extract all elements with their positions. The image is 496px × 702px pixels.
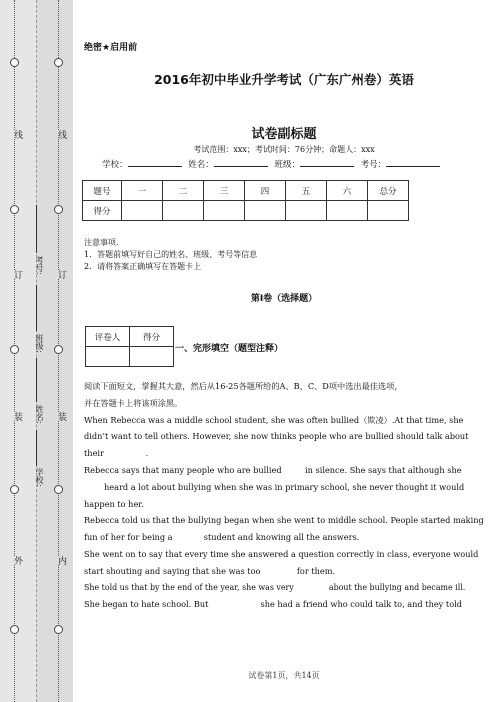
binding-hole-icon [10,345,19,354]
margin-label-line: 线 [52,130,66,139]
page-footer: 试卷第1页，共14页 [248,671,320,680]
grader-header-row [86,327,174,347]
passage-instruction: 阅读下面短文，掌握其大意，然后从16-25各题所给的A、B、C、D项中选出最佳选项， [84,381,403,391]
passage-line: She went on to say that every time she answered a question correctly in class, everyone would [84,548,479,559]
cloze-passage [84,378,489,613]
exam-info: 考试范围：xxx；考试时间：76分钟；命题人：xxx [193,145,375,154]
passage-line: didn’t want to tell others. However, she now thinks people who are bullied should talk about [84,431,469,442]
name-label: 姓名： [188,160,214,170]
margin-label-line: 线 [8,130,22,139]
margin-field-number: 考号: [35,256,44,275]
score-row-label: 得分 [83,201,122,221]
number-label: 考号： [360,160,387,170]
binding-hole-icon [54,205,63,214]
score-header-cell: 二 [163,181,204,201]
score-cell[interactable] [204,201,245,221]
margin-label-binding: 装 [52,412,66,421]
grader-header-cell: 评卷人 [86,327,130,347]
passage-line: start shouting and saying that she was too for them. [84,565,336,576]
grader-row [86,347,174,367]
passage-line: When Rebecca was a middle school student, she was often bullied（欺凌）.At that time, she [84,414,464,425]
passage-line: heard a lot about bullying when she was in primary school, she never thought it would [104,481,465,492]
score-header-cell: 总分 [368,181,409,201]
binding-hole-icon [54,58,63,67]
margin-field-name: 姓名: [35,405,44,424]
score-table-row [83,201,409,221]
passage-line: their . [84,448,149,459]
score-header-cell: 三 [204,181,245,201]
passage-instruction: 并在答题卡上将该项涂黑。 [84,397,183,408]
binding-hole-icon [54,485,63,494]
score-cell[interactable] [163,201,204,221]
margin-field-line [36,430,37,466]
notice-item: 2．请将答案正确填写在答题卡上 [84,262,202,271]
margin-label-binding: 装 [8,412,22,421]
binding-hole-icon [54,625,63,634]
notice-title: 注意事项. [84,238,119,247]
passage-line: fun of her for being a student and knowing all the answers. [84,532,360,543]
passage-line: She told us that by the end of the year, she was very about the bullying and became ill. [84,582,466,592]
exam-title: 2016年初中毕业升学考试（广东广州卷）英语 [154,72,414,87]
passage-line: Rebecca told us that the bullying began when she went to middle school. People started making [84,515,484,526]
school-label: 学校： [102,160,128,170]
binding-hole-icon [54,345,63,354]
grader-table [85,326,174,367]
section-title: 一、完形填空（题型注释） [175,344,284,354]
paper-subtitle: 试卷副标题 [251,127,317,142]
score-header-cell: 题号 [83,181,122,201]
grader-header-cell: 得分 [130,327,174,347]
score-header-cell: 四 [245,181,286,201]
passage-line: Rebecca says that many people who are bullied in silence. She says that although she [84,464,462,475]
school-blank[interactable] [128,166,182,167]
margin-label-inner: 内 [52,556,66,565]
student-fields [102,158,444,170]
score-table [82,180,409,221]
score-header-cell: 六 [327,181,368,201]
binding-hole-icon [10,58,19,67]
binding-hole-icon [10,205,19,214]
margin-label-order: 订 [8,270,22,279]
grader-cell[interactable] [130,347,174,367]
margin-field-line [36,285,37,331]
score-cell[interactable] [368,201,409,221]
binding-hole-icon [10,625,19,634]
passage-line: happen to her. [84,498,144,509]
score-cell[interactable] [122,201,163,221]
binding-hole-icon [10,485,19,494]
class-label: 班级： [274,160,300,170]
score-cell[interactable] [286,201,327,221]
name-blank[interactable] [214,166,268,167]
score-table-header-row [83,181,409,201]
margin-field-line [36,205,37,253]
score-header-cell: 五 [286,181,327,201]
passage-line: She began to hate school. But she had a friend who could talk to, and they told [84,599,462,610]
notice [84,237,257,273]
margin-field-line [36,358,37,402]
notice-item: 1．答题前填写好自己的姓名、班级、考号等信息 [84,250,258,259]
margin-label-outer: 外 [8,556,22,565]
class-blank[interactable] [300,166,354,167]
secret-label: 绝密★启用前 [84,43,138,53]
margin-field-class: 班级: [35,334,44,353]
score-cell[interactable] [327,201,368,221]
part-title: 第I卷（选择题） [250,294,318,304]
margin-field-school: 学校: [35,468,44,487]
grader-cell[interactable] [86,347,130,367]
score-cell[interactable] [245,201,286,221]
number-blank[interactable] [386,166,440,167]
margin-label-order: 订 [52,270,66,279]
score-header-cell: 一 [122,181,163,201]
